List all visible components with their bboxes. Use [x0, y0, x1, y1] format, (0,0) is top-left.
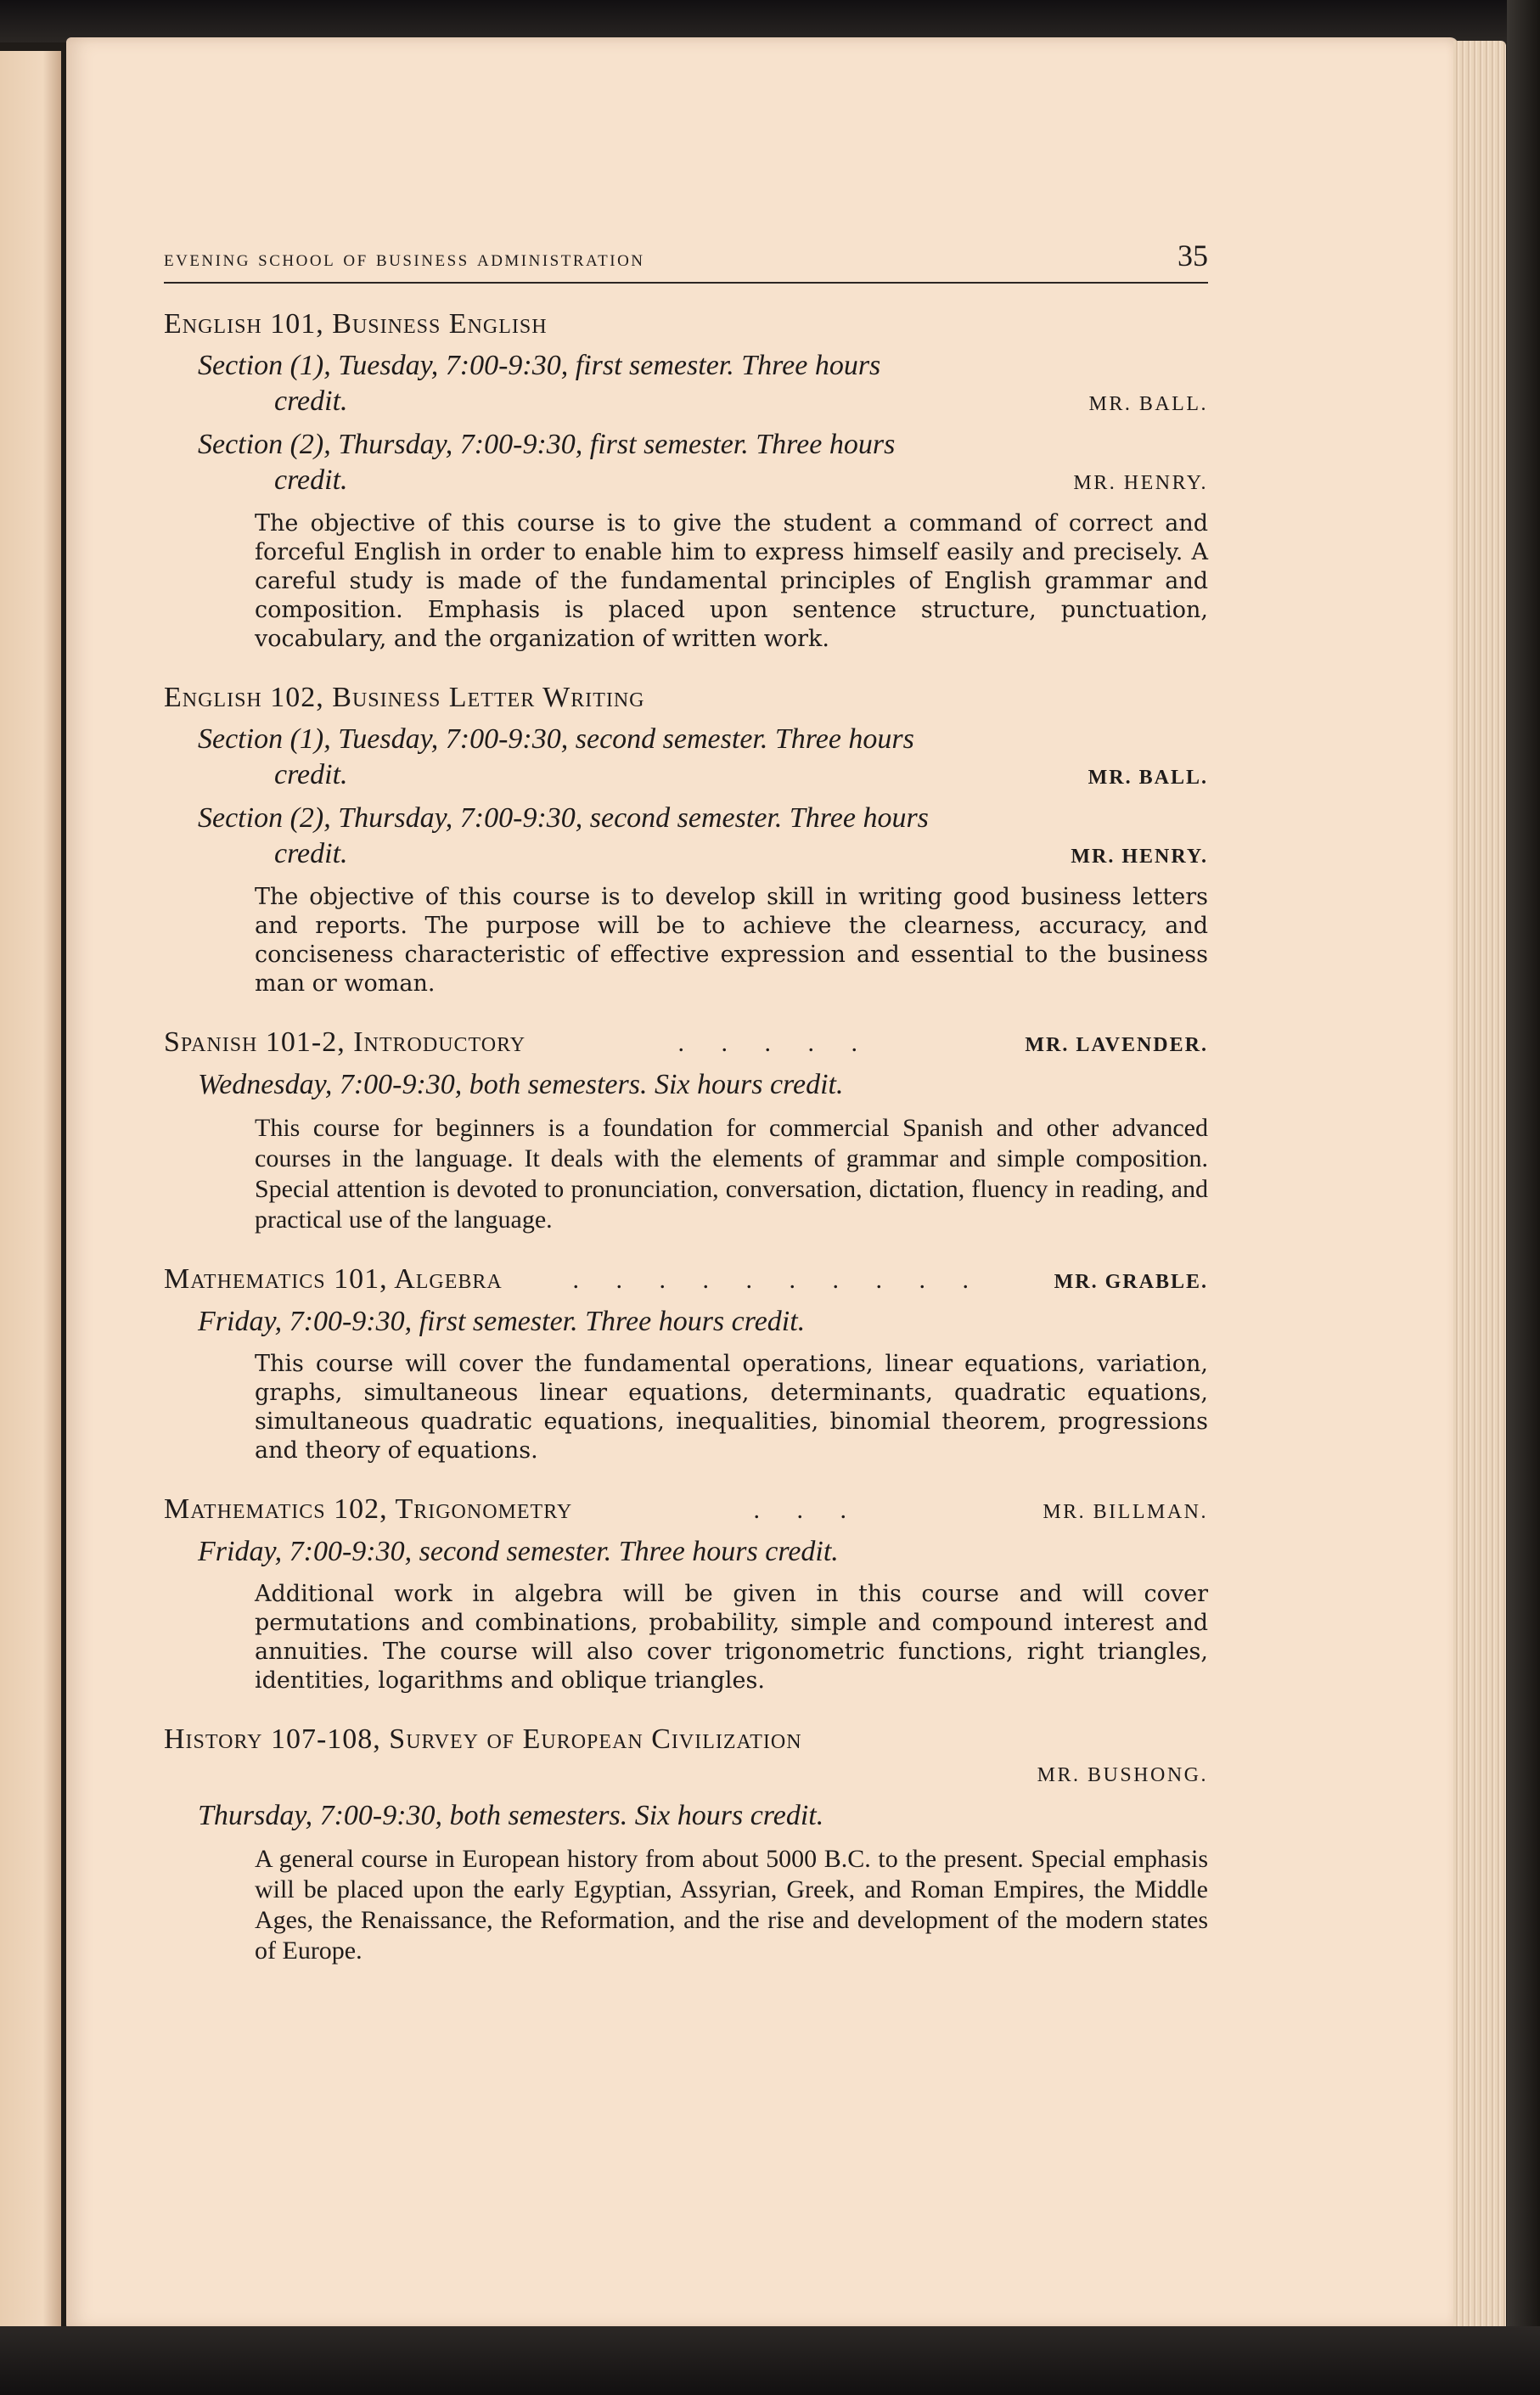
instructor: MR. BALL. — [1088, 767, 1208, 789]
instructor: MR. HENRY. — [1071, 846, 1208, 868]
course-section — [164, 722, 1208, 796]
instructor: MR. LAVENDER. — [1025, 1034, 1208, 1056]
course-description: Additional work in algebra will be given in this course and will cover permutations and combinations, probability, simple and compound interest and annuities. The course will also cover trigonometric functions, right triangles, identities, logarithms and oblique triangles. — [255, 1581, 1208, 1694]
scan-background-top — [0, 0, 1540, 42]
instructor: MR. GRABLE. — [1054, 1271, 1208, 1293]
instructor: MR. HENRY. — [1073, 472, 1208, 494]
instructor: MR. BUSHONG. — [1037, 1764, 1208, 1786]
course-title-line — [164, 1024, 1208, 1064]
course-title: Spanish 101-2, Introductory — [164, 1026, 526, 1058]
section-credit: credit. — [274, 838, 348, 869]
course-schedule: Friday, 7:00-9:30, second semester. Three hours credit. — [198, 1536, 839, 1567]
page-content — [164, 238, 1208, 1992]
course-description: This course will cover the fundamental operations, linear equations, variation, graphs, simultaneous linear equations, determinants, quadratic equations, simultaneous quadratic equations, inequalities, binomial theorem, progressions and theory of equations. — [255, 1351, 1208, 1464]
section-credit: credit. — [274, 385, 348, 417]
instructor: MR. BALL. — [1088, 393, 1208, 415]
facing-page-edge — [0, 51, 61, 2335]
leader-dots: . . . . . . . . . . — [572, 1266, 984, 1294]
course-section — [164, 801, 1208, 874]
course-schedule: Wednesday, 7:00-9:30, both semesters. Six hours credit. — [198, 1069, 844, 1100]
course-description: The objective of this course is to give the student a command of correct and forceful English in order to enable him to express himself easily and precisely. A careful study is made of the fundamental principles of English grammar and composition. Emphasis is placed upon sentence structure, punctuation, vocabulary, and the organization of written work. — [255, 510, 1208, 652]
running-head: evening school of business administration — [164, 245, 645, 271]
course-title: English 102, Business Letter Writing — [164, 682, 645, 713]
section-credit: credit. — [274, 759, 348, 790]
course-title: Mathematics 102, Trigonometry — [164, 1493, 573, 1525]
section-credit: credit. — [274, 464, 348, 496]
page-stack-edges — [1453, 41, 1506, 2333]
course-title-line — [164, 1491, 1208, 1531]
section-text: Section (1), Tuesday, 7:00-9:30, first semester. Three hours — [198, 350, 881, 381]
scan-background-right — [1507, 0, 1540, 2395]
course-title-line — [164, 1261, 1208, 1301]
course-description: The objective of this course is to develop skill in writing good business letters and reports. The purpose will be to achieve the clearness, accuracy, and conciseness characteristic of effective expression and essential to the business man or woman. — [255, 884, 1208, 997]
section-text: Section (2), Thursday, 7:00-9:30, first semester. Three hours — [198, 429, 896, 460]
course-section — [164, 427, 1208, 501]
course-description: A general course in European history from about 5000 B.C. to the present. Special emphasis will be placed upon the early Egyptian, Assyrian, Greek, and Roman Empires, the Middle Ages, the Renaissance, the Reformation, and the rise and development of the modern states of Europe. — [255, 1845, 1208, 1965]
course-title: English 101, Business English — [164, 308, 548, 340]
course-description: This course for beginners is a foundation for commercial Spanish and other advanced courses in the language. It deals with the elements of grammar and simple composition. Special attention is devoted to pronunciation, conversation, dictation, fluency in reading, and practical use of the language. — [255, 1114, 1208, 1234]
page-header — [164, 238, 1208, 284]
section-text: Section (2), Thursday, 7:00-9:30, second semester. Three hours — [198, 802, 929, 834]
section-text: Section (1), Tuesday, 7:00-9:30, second semester. Three hours — [198, 723, 914, 755]
scan-background-bottom — [0, 2326, 1540, 2395]
leader-dots: . . . — [753, 1496, 863, 1524]
course-schedule: Thursday, 7:00-9:30, both semesters. Six hours credit. — [198, 1800, 824, 1831]
course-section — [164, 348, 1208, 422]
instructor: MR. BILLMAN. — [1043, 1501, 1208, 1523]
course-schedule: Friday, 7:00-9:30, first semester. Three hours credit. — [198, 1306, 806, 1337]
course-history-107-108 — [164, 1721, 1208, 1966]
course-mathematics-101 — [164, 1261, 1208, 1465]
course-mathematics-102 — [164, 1491, 1208, 1695]
course-english-101 — [164, 306, 1208, 654]
course-english-102 — [164, 679, 1208, 998]
course-spanish-101-2 — [164, 1024, 1208, 1235]
leader-dots: . . . . . — [677, 1029, 874, 1057]
course-title: History 107-108, Survey of European Civilization — [164, 1723, 802, 1755]
page-number: 35 — [1177, 239, 1208, 273]
course-title: Mathematics 101, Algebra — [164, 1263, 503, 1295]
